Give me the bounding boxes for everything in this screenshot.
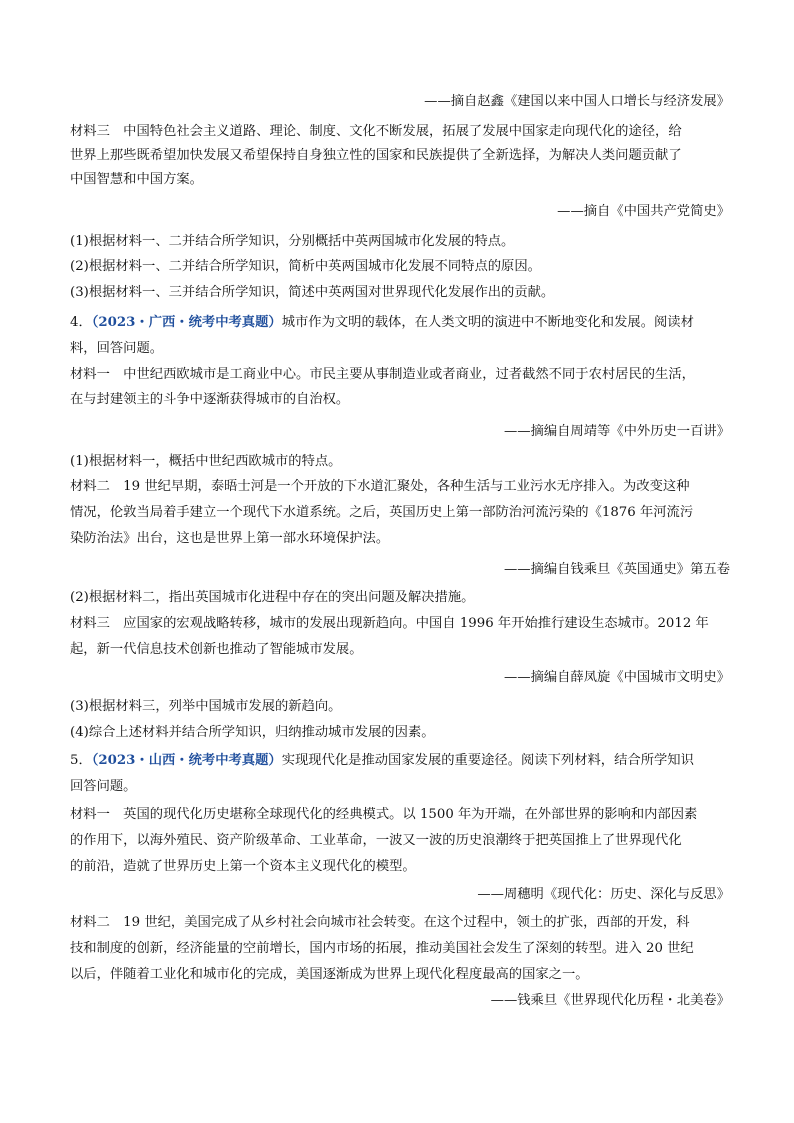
citation: ——钱乘旦《世界现代化历程・北美卷》: [490, 993, 730, 1008]
material-text: 材料三 中国特色社会主义道路、理论、制度、文化不断发展，拓展了发展中国家走向现代化的途径，给: [70, 124, 682, 139]
question-source: （2023・广西・统考中考真题）: [91, 315, 282, 330]
citation: ——摘编自钱乘旦《英国通史》第五卷: [503, 562, 730, 577]
sub-question: (1)根据材料一，概括中世纪西欧城市的特点。: [70, 454, 342, 469]
question-5-stem: 回答问题。: [70, 779, 137, 794]
material-text: 材料二 19 世纪，美国完成了从乡村社会向城市社会转变。在这个过程中，领土的扩张，西部的开发，科: [70, 915, 690, 930]
material-text: 以后，伴随着工业化和城市化的完成，美国逐渐成为世界上现代化程度最高的国家之一。: [70, 967, 589, 982]
material-text: 中国智慧和中国方案。: [70, 172, 203, 187]
question-4-stem: 4．（2023・广西・统考中考真题）城市作为文明的载体，在人类文明的演进中不断地变化和发展。阅读材: [70, 315, 694, 330]
material-text: 材料二 19 世纪早期，泰晤士河是一个开放的下水道汇聚处，各种生活与工业污水无序排入。为改变这种: [70, 479, 690, 494]
material-text: 染防治法》出台，这也是世界上第一部水环境保护法。: [70, 531, 390, 546]
sub-question: (3)根据材料一、三并结合所学知识，简述中英两国对世界现代化发展作出的贡献。: [70, 285, 555, 300]
citation: ——摘编自薛凤旋《中国城市文明史》: [503, 670, 730, 685]
material-text: 世界上那些既希望加快发展又希望保持自身独立性的国家和民族提供了全新选择，为解决人类问题贡献了: [70, 148, 682, 163]
sub-question: (4)综合上述材料并结合所学知识，归纳推动城市发展的因素。: [70, 725, 435, 740]
material-text: 材料一 中世纪西欧城市是工商业中心。市民主要从事制造业或者商业，过者截然不同于农村居民的生活，: [70, 367, 695, 382]
question-source: （2023・山西・统考中考真题）: [91, 753, 282, 768]
material-text: 情况，伦敦当局着手建立一个现代下水道系统。之后，英国历史上第一部防治河流污染的《1876 年河流污: [70, 505, 694, 520]
material-text: 材料一 英国的现代化历史堪称全球现代化的经典模式。以 1500 年为开端，在外部世界的影响和内部因素: [70, 807, 698, 822]
sub-question: (3)根据材料三，列举中国城市发展的新趋向。: [70, 699, 342, 714]
citation: ——摘编自周靖等《中外历史一百讲》: [503, 424, 730, 439]
question-5-stem: 5．（2023・山西・统考中考真题）实现现代化是推动国家发展的重要途径。阅读下列材料，结合所学知识: [70, 753, 694, 768]
material-text: 的作用下，以海外殖民、资产阶级革命、工业革命，一波又一波的历史浪潮终于把英国推上了世界现代化: [70, 833, 682, 848]
material-text: 材料三 应国家的宏观战略转移，城市的发展出现新趋向。中国自 1996 年开始推行建设生态城市。2012 年: [70, 616, 709, 631]
citation: ——摘自赵鑫《建国以来中国人口增长与经济发展》: [424, 94, 730, 109]
material-text: 技和制度的创新，经济能量的空前增长，国内市场的拓展，推动美国社会发生了深刻的转型。进入 20 世纪: [70, 941, 694, 956]
sub-question: (1)根据材料一、二并结合所学知识，分别概括中英两国城市化发展的特点。: [70, 234, 515, 249]
citation: ——周穗明《现代化：历史、深化与反思》: [477, 887, 730, 902]
sub-question: (2)根据材料一、二并结合所学知识，简析中英两国城市化发展不同特点的原因。: [70, 259, 541, 274]
material-text: 起，新一代信息技术创新也推动了智能城市发展。: [70, 642, 363, 657]
material-text: 的前沿，造就了世界历史上第一个资本主义现代化的模型。: [70, 859, 416, 874]
material-text: 在与封建领主的斗争中逐渐获得城市的自治权。: [70, 392, 350, 407]
question-4-stem: 料，回答问题。: [70, 341, 164, 356]
sub-question: (2)根据材料二，指出英国城市化进程中存在的突出问题及解决措施。: [70, 590, 475, 605]
citation: ——摘自《中国共产党简史》: [557, 204, 730, 219]
